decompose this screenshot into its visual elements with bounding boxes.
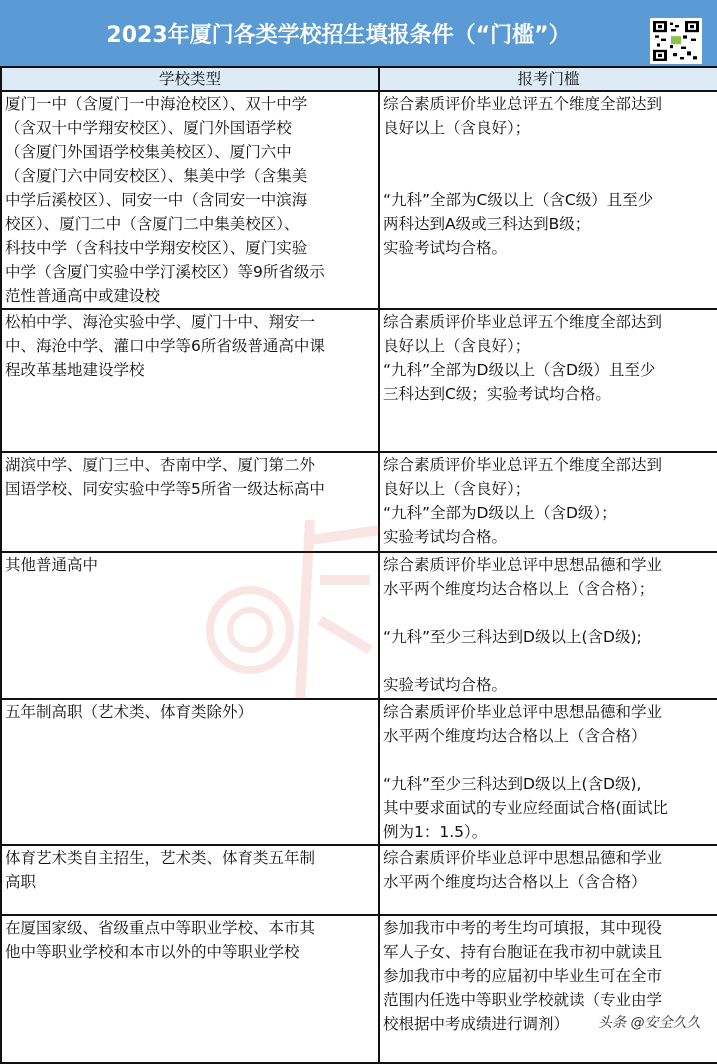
cell-line: 科技中学（含科技中学翔安校区）、厦门实验 (5, 239, 308, 257)
school-type-cell (1, 91, 379, 309)
cell-line: 厦门一中（含厦门一中海沧校区）、双十中学 (5, 95, 308, 113)
cell-line: 校区）、厦门二中（含厦门二中集美校区）、 (5, 215, 300, 233)
cell-line: 范性普通高中或建设校 (5, 287, 161, 305)
cell-line: 水平两个维度均达合格以上（含合格） (383, 873, 647, 891)
cell-line (383, 601, 714, 625)
cell-line: 参加我市中考的应届初中毕业生可在全市 (383, 967, 663, 985)
cell-line: 其他普通高中 (5, 556, 99, 574)
table-row (1, 845, 717, 915)
cell-line: 水平两个维度均达合格以上（含合格）； (383, 580, 655, 598)
school-type-cell (1, 452, 379, 552)
cell-line: 综合素质评价毕业总评五个维度全部达到 (383, 313, 663, 331)
cell-line: 校根据中考成绩进行调剂） (383, 1015, 570, 1033)
cell-line: 三科达到C级；实验考试均合格。 (383, 385, 611, 403)
threshold-cell (379, 309, 717, 452)
cell-line (383, 140, 714, 164)
threshold-cell (379, 91, 717, 309)
cell-line: 两科达到A级或三科达到B级； (383, 215, 591, 233)
cell-line: 综合素质评价毕业总评中思想品德和学业 (383, 849, 663, 867)
cell-line: 其中要求面试的专业应经面试合格(面试比 (383, 799, 669, 817)
cell-line: 例为1：1.5）。 (383, 823, 488, 841)
table-row (1, 91, 717, 309)
cell-line: 松柏中学、海沧实验中学、厦门十中、翔安一 (5, 313, 316, 331)
cell-line: 良好以上（含良好）； (383, 119, 531, 137)
cell-line (383, 649, 714, 673)
cell-line: 程改革基地建设学校 (5, 361, 145, 379)
table-row (1, 552, 717, 699)
cell-line: “九科”全部为D级以上（含D级）且至少 (383, 361, 656, 379)
cell-line (383, 164, 714, 188)
cell-line: 体育艺术类自主招生，艺术类、体育类五年制 (5, 849, 316, 867)
threshold-cell (379, 552, 717, 699)
header-school-type: 学校类型 (1, 67, 379, 91)
cell-line: 在厦国家级、省级重点中等职业学校、本市其 (5, 919, 316, 937)
cell-line: 良好以上（含良好）； (383, 480, 531, 498)
cell-line: 军人子女、持有台胞证在我市初中就读且 (383, 943, 663, 961)
cell-line: 综合素质评价毕业总评五个维度全部达到 (383, 456, 663, 474)
cell-line: （含厦门外国语学校集美校区）、厦门六中 (5, 143, 292, 161)
page-title: 2023年厦门各类学校招生填报条件（“门槛”） (0, 0, 717, 66)
school-type-cell (1, 552, 379, 699)
cell-line: 综合素质评价毕业总评中思想品德和学业 (383, 703, 663, 721)
table-row (1, 699, 717, 845)
threshold-cell (379, 699, 717, 845)
cell-line: 中学（含厦门实验中学汀溪校区）等9所省级示 (5, 263, 325, 281)
table-row (1, 452, 717, 552)
cell-line: “九科”至少三科达到D级以上(含D级); (383, 628, 642, 646)
threshold-cell (379, 845, 717, 915)
threshold-cell (379, 915, 717, 1063)
cell-line: 实验考试均合格。 (383, 676, 508, 694)
cell-line: 实验考试均合格。 (383, 239, 508, 257)
table-row (1, 915, 717, 1063)
school-type-cell (1, 699, 379, 845)
cell-line: 高职 (5, 873, 37, 891)
cell-line: 中、海沧中学、灌口中学等6所省级普通高中课 (5, 337, 325, 355)
cell-line: “九科”全部为D级以上（含D级）； (383, 504, 617, 522)
cell-line: 他中等职业学校和本市以外的中等职业学校 (5, 943, 300, 961)
threshold-cell (379, 452, 717, 552)
cell-line: （含厦门六中同安校区）、集美中学（含集美 (5, 167, 308, 185)
header-threshold: 报考门槛 (379, 67, 717, 91)
cell-line: 水平两个维度均达合格以上（含合格） (383, 727, 647, 745)
cell-line: 国语学校、同安实验中学等5所省一级达标高中 (5, 480, 325, 498)
admission-table (0, 66, 717, 1064)
cell-line: 实验考试均合格。 (383, 528, 508, 546)
school-type-cell (1, 309, 379, 452)
cell-line (383, 748, 714, 772)
cell-line: 范围内任选中等职业学校就读（专业由学 (383, 991, 663, 1009)
cell-line: 综合素质评价毕业总评中思想品德和学业 (383, 556, 663, 574)
cell-line: 五年制高职（艺术类、体育类除外） (5, 703, 254, 721)
cell-line: 参加我市中考的考生均可填报，其中现役 (383, 919, 663, 937)
cell-line: “九科”至少三科达到D级以上(含D级), (383, 775, 642, 793)
cell-line: 中学后溪校区）、同安一中（含同安一中滨海 (5, 191, 308, 209)
qr-code-icon (650, 18, 702, 64)
cell-line: 综合素质评价毕业总评五个维度全部达到 (383, 95, 663, 113)
cell-line: 湖滨中学、厦门三中、杏南中学、厦门第二外 (5, 456, 316, 474)
school-type-cell (1, 915, 379, 1063)
source-credit: 头条 @安全久久 (598, 1015, 701, 1031)
school-type-cell (1, 845, 379, 915)
table-row (1, 309, 717, 452)
cell-line: （含双十中学翔安校区）、厦门外国语学校 (5, 119, 292, 137)
cell-line: 良好以上（含良好）； (383, 337, 531, 355)
cell-line: “九科”全部为C级以上（含C级）且至少 (383, 191, 654, 209)
